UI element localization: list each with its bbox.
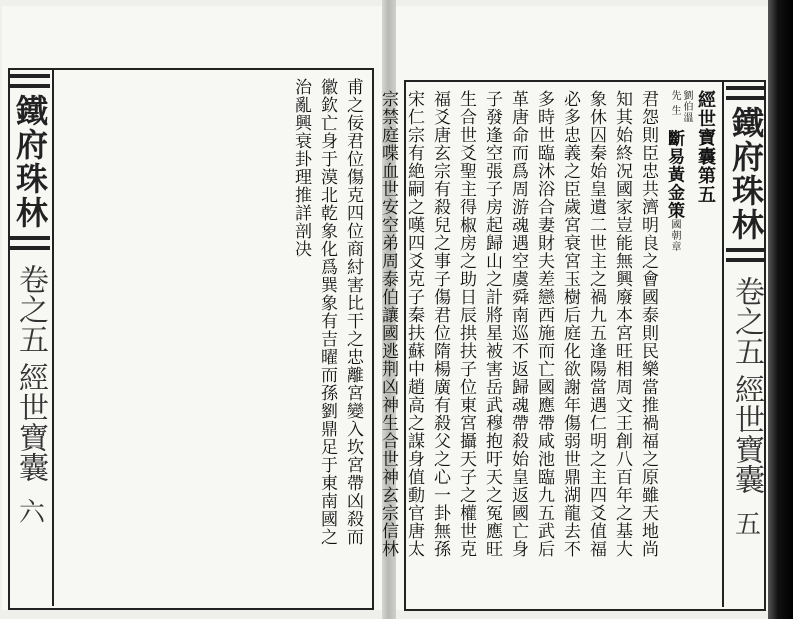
left-spine xyxy=(8,68,54,606)
text-column: 宗禁庭喋血世安空弟周泰伯讓國逃荆凶神生合世神玄宗信林 xyxy=(378,90,398,558)
text-column: 生合世爻聖主得椒房之助日辰拱扶子位東宮攝天子之權世克 xyxy=(456,90,476,558)
fish-tail-mark-icon xyxy=(10,236,50,250)
right-spine-volume: 卷之五 xyxy=(729,276,764,366)
right-spine-title: 鐵府珠林 xyxy=(727,106,765,242)
right-page-number: 五 xyxy=(730,510,761,536)
left-page-text xyxy=(276,78,366,598)
text-column: 必多忠義之臣歲宮衰宮玉樹后庭化欲謝年傷弱世鼎湖龍去不 xyxy=(560,90,580,558)
author-dynasty: 國朝章 xyxy=(669,219,680,253)
left-spine-title: 鐵府珠林 xyxy=(11,94,49,230)
text-column: 多時世臨沐浴合妻財夫差戀西施而亡國應帶咸池臨九五武后 xyxy=(534,90,554,558)
fish-tail-mark-icon xyxy=(726,86,766,100)
text-column: 君怨則臣忠共濟明良之會國泰則民樂當推禍福之原雖天地尚 xyxy=(638,90,658,558)
right-spine-section: 經世寶囊 xyxy=(729,374,764,494)
text-column: 象休囚秦始皇遺二世主之禍九五逢陽當遇仁明之主四爻值福 xyxy=(586,90,606,558)
text-column: 徽欽亡身于漠北乾象化爲巽象有吉曜而孫劉鼎足于東南國之 xyxy=(317,78,337,546)
text-column: 福爻唐玄宗有殺兒之事子傷君位隋楊廣有殺父之心一卦無孫 xyxy=(430,90,450,558)
author-note-top: 劉伯溫 xyxy=(681,90,692,123)
left-spine-section: 經世寶囊 xyxy=(13,362,48,482)
text-column: 甫之佞君位傷克四位商紂害比干之忠離宮變入坎宮帶凶殺而 xyxy=(343,78,363,546)
right-spine xyxy=(722,80,768,607)
author-main: 斷易黃金策 xyxy=(664,129,684,220)
text-column: 宋仁宗有絶嗣之嘆四爻克子秦扶蘇中趙高之謀身值動官唐太 xyxy=(404,90,424,558)
scan-edge xyxy=(768,0,793,619)
author-line xyxy=(661,90,692,600)
right-page-text xyxy=(378,90,718,600)
text-column: 治亂興衰卦理推詳剖决 xyxy=(291,78,311,258)
left-spine-volume: 卷之五 xyxy=(13,264,48,354)
text-column: 子發逢空張子房起歸山之計將星被害岳武穆抱吁天之冤應旺 xyxy=(482,90,502,558)
text-column: 知其始終况國家豈能無興廢本宮旺相周文王創八百年之基大 xyxy=(612,90,632,558)
chapter-heading: 經世寶囊第五 xyxy=(695,90,716,204)
author-note xyxy=(668,90,692,123)
fish-tail-mark-icon xyxy=(726,248,766,262)
text-column: 革唐命而爲周游魂遇空虞舜南巡不返歸魂帶殺始皇返國亡身 xyxy=(508,90,528,558)
left-page-number: 六 xyxy=(14,498,45,524)
author-note-bottom: 先 生 xyxy=(669,90,680,117)
fish-tail-mark-icon xyxy=(10,74,50,88)
